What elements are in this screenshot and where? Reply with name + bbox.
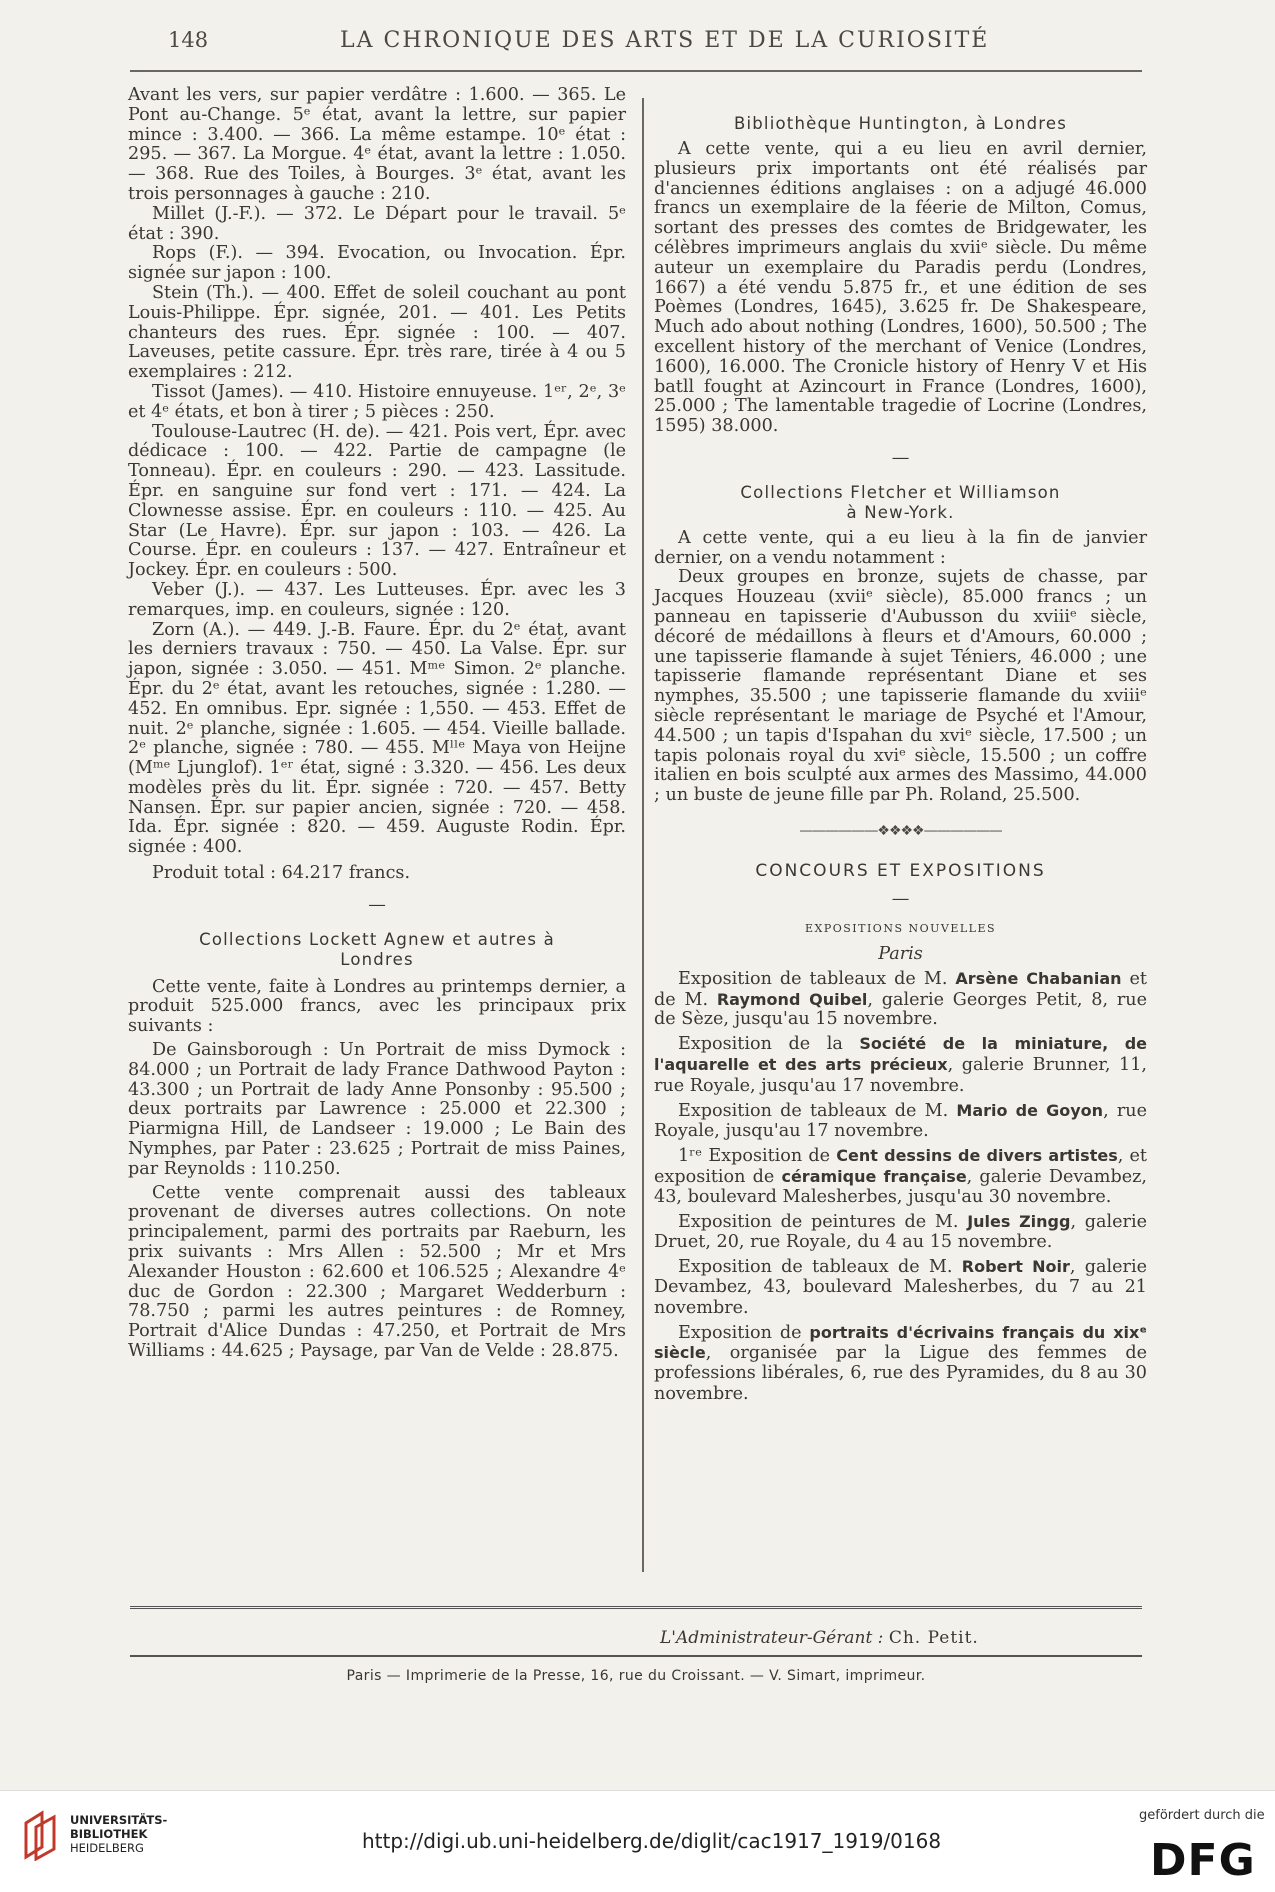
paragraph: Zorn (A.). — 449. J.-B. Faure. Épr. du 2ᵉ état, avant les derniers travaux : 750. — 450. La Valse. Épr. sur japon, signée : 3.050. — 451. Mᵐᵉ Simon. 2ᵉ planche. Épr. du 2ᵉ état, avant les retouches, signée : 1.280. — 452. En omnibus. Epr. signée : 1,550. — 453. Effet de nuit. 2ᵉ planche, signée : 1.605. — 454. Vieille ballade. 2ᵉ planche, signée : 780. — 455. Mˡˡᵉ Maya von Heijne (Mᵐᵉ Ljunglof). 1ᵉʳ état, signé : 3.320. — 456. Les deux modèles près du lit. Épr. signée : 720. — 457. Betty Nansen. Épr. sur papier ancien, signée : 720. — 458. Ida. Épr. signée : 820. — 459. Auguste Rodin. Épr. signée : 400. bbox=[128, 619, 626, 858]
printer-imprint: Paris — Imprimerie de la Presse, 16, rue du Croissant. — V. Simart, imprimeur. bbox=[346, 1668, 926, 1684]
signature-line bbox=[660, 1628, 979, 1648]
paragraph: Veber (J.). — 437. Les Lutteuses. Épr. avec les 3 remarques, imp. en couleurs, signée : 120. bbox=[128, 579, 626, 620]
section-title-fletcher-city: à New-York. bbox=[846, 502, 955, 522]
signature-name: Ch. Petit. bbox=[888, 1628, 979, 1648]
section-title-concours: CONCOURS ET EXPOSITIONS bbox=[755, 860, 1046, 881]
paragraph: Rops (F.). — 394. Evocation, ou Invocation. Épr. signée sur japon : 100. bbox=[128, 243, 626, 284]
page-number: 148 bbox=[168, 28, 209, 52]
library-name: UNIVERSITÄTS- BIBLIOTHEK HEIDELBERG bbox=[70, 1813, 168, 1855]
paragraph: Tissot (James). — 410. Histoire ennuyeuse. 1ᵉʳ, 2ᵉ, 3ᵉ et 4ᵉ états, et bon à tirer ; 5 pièces : 250. bbox=[128, 381, 626, 422]
exhibition-entry: Exposition de portraits d'écrivains français du xixᵉ siècle, organisée par la Ligue des femmes de professions libérales, 6, rue des Pyramides, du 8 au 30 novembre. bbox=[654, 1322, 1147, 1405]
paragraph: Stein (Th.). — 400. Effet de soleil couchant au pont Louis-Philippe. Épr. signée, 201. — 401. Les Petits chanteurs des rues. Épr. signée : 100. — 407. Laveuses, petite cassure. Épr. très rare, tirée à 4 ou 5 exemplaires : 212. bbox=[128, 282, 626, 383]
permalink-url[interactable]: http://digi.ub.uni-heidelberg.de/diglit/cac1917_1919/0168 bbox=[362, 1829, 942, 1853]
running-header bbox=[160, 28, 1140, 58]
funded-by-label: gefördert durch die bbox=[1139, 1808, 1265, 1823]
paragraph: Deux groupes en bronze, sujets de chasse, par Jacques Houzeau (xviiᵉ siècle), 85.000 francs ; un panneau en tapisserie d'Aubusson du xviiiᵉ siècle, décoré de médaillons à fleurs et d'Amours, 60.000 ; une tapisserie flamande à sujet Téniers, 46.000 ; une tapisserie flamande représentant Diane et ses nymphes, 35.500 ; une tapisserie flamande du xviiiᵉ siècle représentant le mariage de Psyché et l'Amour, 44.500 ; un tapis d'Ispahan du xviᵉ siècle, 17.500 ; un tapis polonais royal du xviᵉ siècle, 15.500 ; un coffre italien en bois sculpté aux armes des Massimo, 44.000 ; un buste de jeune fille par Ph. Roland, 25.500. bbox=[654, 567, 1147, 806]
exhibition-entry: Exposition de tableaux de M. Robert Noir, galerie Devambez, 43, boulevard Malesherbes, du 7 au 21 novembre. bbox=[654, 1257, 1147, 1318]
separator-dash: — bbox=[891, 447, 910, 468]
paragraph: Millet (J.-F.). — 372. Le Départ pour le travail. 5ᵉ état : 390. bbox=[128, 203, 626, 244]
separator-dash: — bbox=[368, 894, 386, 915]
section-title-fletcher: Collections Fletcher et Williamson bbox=[740, 482, 1061, 502]
paragraph: A cette vente, qui a eu lieu à la fin de janvier dernier, on a vendu notamment : bbox=[654, 527, 1147, 568]
separator-dash: — bbox=[891, 888, 910, 909]
bottom-rule bbox=[130, 1606, 1142, 1609]
column-divider bbox=[642, 98, 644, 1572]
exhibition-entry: Exposition de la Société de la miniature, de l'aquarelle et des arts précieux, galerie Brunner, 11, rue Royale, jusqu'au 17 novembre. bbox=[654, 1034, 1148, 1096]
library-logo-icon bbox=[22, 1809, 60, 1861]
subsection-title: EXPOSITIONS NOUVELLES bbox=[804, 922, 997, 936]
journal-title: LA CHRONIQUE DES ARTS ET DE LA CURIOSITÉ bbox=[340, 28, 990, 53]
bottom-rule bbox=[130, 1655, 1142, 1657]
paragraph: Produit total : 64.217 francs. bbox=[152, 863, 411, 884]
paragraph: Avant les vers, sur papier verdâtre : 1.600. — 365. Le Pont au-Change. 5ᵉ état, avant la lettre, sur papier mince : 3.400. — 366. La même estampe. 10ᵉ état : 295. — 367. La Morgue. 4ᵉ état, avant la lettre : 1.050. — 368. Rue des Toiles, à Bourges. 3ᵉ état, avant les trois personnages à gauche : 210. bbox=[128, 85, 626, 204]
paragraph: Cette vente, faite à Londres au printemps dernier, a produit 525.000 francs, avec les principaux prix suivants : bbox=[128, 976, 626, 1037]
paragraph: A cette vente, qui a eu lieu en avril dernier, plusieurs prix importants ont été réalisés par d'anciennes éditions anglaises : on a adjugé 46.000 francs un exemplaire de la féerie de Milton, Comus, sortant des presses des comtes de Bridgewater, les célèbres imprimeurs anglais du xviiᵉ siècle. Du même auteur un exemplaire du Paradis perdu (Londres, 1667) a été vendu 5.875 fr., et une édition de ses Poèmes (Londres, 1645), 3.625 fr. De Shakespeare, Much ado about nothing (Londres, 1600), 50.500 ; The excellent history of the merchant of Venice (Londres, 1600), 16.000. The Cronicle history of Henry V et His batll fought at Azincourt in France (Londres, 1600), 25.000 ; The lamentable tragedie of Locrine (Londres, 1595) 38.000. bbox=[654, 139, 1147, 437]
section-title-huntington: Bibliothèque Huntington, à Londres bbox=[733, 114, 1068, 133]
left-column bbox=[128, 86, 626, 1362]
section-title-lockett-agnew: Collections Lockett Agnew et autres à Londres bbox=[199, 929, 555, 969]
exhibition-list bbox=[654, 969, 1147, 1405]
paragraph: De Gainsborough : Un Portrait de miss Dymock : 84.000 ; un Portrait de lady France Dathwood Payton : 43.300 ; un Portrait de lady Anne Ponsonby : 95.500 ; deux portraits par Lawrence : 25.000 et 22.300 ; Piarmigna Hill, de Landseer : 19.000 ; Le Bain des Nymphes, par Pater : 23.625 ; Portrait de miss Paines, par Reynolds : 110.250. bbox=[128, 1040, 626, 1179]
paragraph: Toulouse-Lautrec (H. de). — 421. Pois vert, Épr. avec dédicace : 100. — 422. Partie de campagne (le Tonneau). Épr. en couleurs : 290. — 423. Lassitude. Épr. en sanguine sur fond vert : 171. — 424. La Clownesse assise. Épr. en couleurs : 110. — 425. Au Star (Le Havre). Épr. sur japon : 103. — 426. La Course. Épr. en couleurs : 137. — 427. Entraîneur et Jockey. Épr. en couleurs : 500. bbox=[128, 421, 626, 581]
city-heading: Paris bbox=[878, 944, 923, 965]
exhibition-entry: Exposition de tableaux de M. Arsène Chabanian et de M. Raymond Quibel, galerie Georges Petit, 8, rue de Sèze, jusqu'au 15 novembre. bbox=[654, 968, 1148, 1030]
paragraph: Cette vente comprenait aussi des tableaux provenant de diverses autres collections. On note principalement, parmi des portraits par Raeburn, les prix suivants : Mrs Allen : 52.500 ; Mr et Mrs Alexander Houston : 62.600 et 106.525 ; Alexandre 4ᵉ duc de Gordon : 22.300 ; Margaret Wedderburn : 78.750 ; parmi les autres peintures : de Romney, Portrait d'Alice Dundas : 47.250, et Portrait de Mrs Williams : 44.625 ; Paysage, par Van de Velde : 28.875. bbox=[128, 1182, 626, 1362]
exhibition-entry: 1ʳᵉ Exposition de Cent dessins de divers artistes, et exposition de céramique française, galerie Devambez, 43, boulevard Malesherbes, jusqu'au 30 novembre. bbox=[654, 1146, 1147, 1207]
exhibition-entry: Exposition de peintures de M. Jules Zingg, galerie Druet, 20, rue Royale, du 4 au 15 novembre. bbox=[654, 1211, 1147, 1253]
right-column bbox=[654, 114, 1147, 1405]
ornament-divider: ——————❖❖❖❖—————— bbox=[799, 822, 1002, 839]
header-rule bbox=[130, 70, 1142, 72]
dfg-logo: DFG bbox=[1150, 1835, 1256, 1886]
signature-role: L'Administrateur-Gérant : bbox=[660, 1628, 884, 1648]
digitization-footer bbox=[0, 1790, 1275, 1892]
exhibition-entry: Exposition de tableaux de M. Mario de Goyon, rue Royale, jusqu'au 17 novembre. bbox=[654, 1100, 1148, 1142]
